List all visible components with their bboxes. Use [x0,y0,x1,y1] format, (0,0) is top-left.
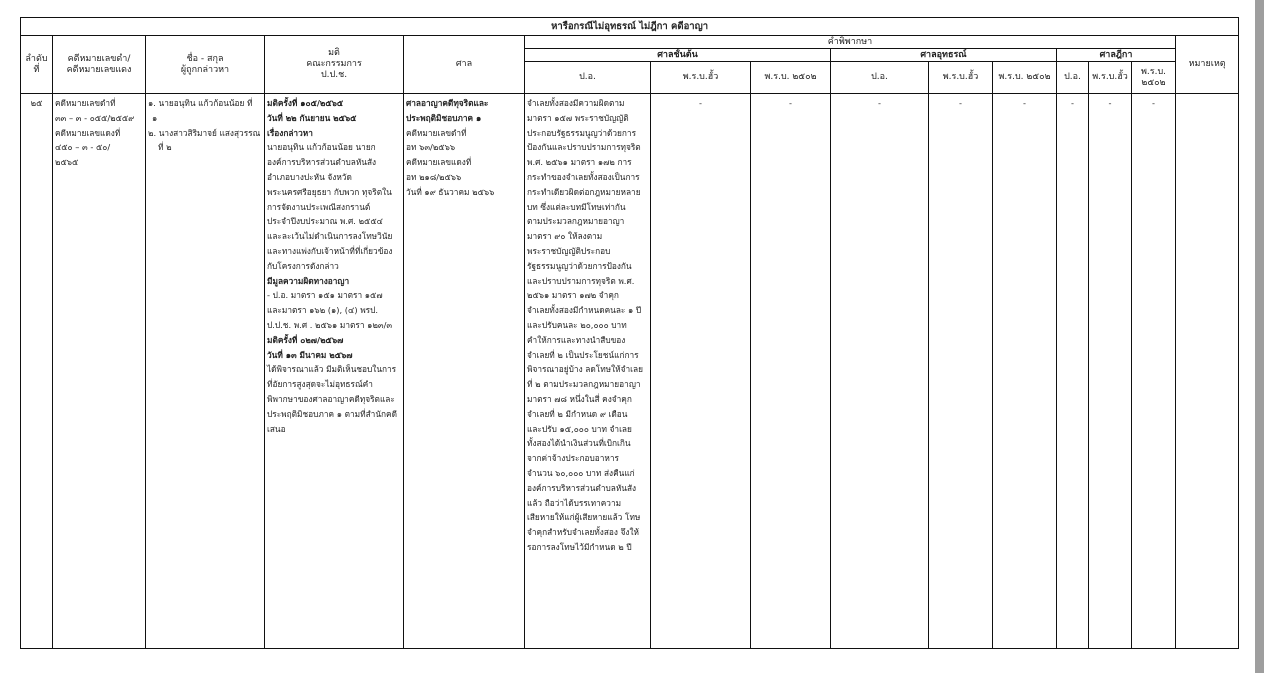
case-table [20,17,1239,649]
case-no-line: ๒๕๖๕ [55,157,79,168]
text-line: ประจำปีงบประมาณ พ.ศ. ๒๕๕๔ [267,216,383,227]
header-no-line: ลำดับ [25,53,48,64]
header-name-line: ผู้ถูกกล่าวหา [180,64,230,75]
header-supreme-act-line: พ.ร.บ. [1140,66,1167,77]
header-first-court: ศาลชั้นต้น [525,49,831,62]
text-line: เสนอ [267,423,286,434]
row-supreme-bribe [1089,94,1132,649]
text-line: มติครั้งที่ ๐๒๗/๒๕๖๗ [267,334,344,345]
text-line: ป.ป.ช. พ.ศ . ๒๕๖๑ มาตรา ๑๒๓/๓ [267,319,393,330]
text-line: ได้พิจารณาแล้ว มีมติเห็นชอบในการ [267,364,397,375]
row-case-no [53,94,146,649]
text-line: วันที่ ๑๙ ธันวาคม ๒๕๖๖ [406,186,495,197]
case-no-line: คดีหมายเลขแดงที่ [55,127,121,138]
text-line: ทั้งสองได้นำเงินส่วนที่เบิกเกิน [527,438,631,449]
header-supreme-po: ป.อ. [1057,62,1089,94]
text-line: รอการลงโทษไว้มีกำหนด ๒ ปี [527,541,632,552]
text-line: แล้ว ถือว่าได้บรรเทาความ [527,497,622,508]
text-line: กระทำของจำเลยทั้งสองเป็นการ [527,171,640,182]
text-line: และปรับ ๑๕,๐๐๐ บาท จำเลย [527,423,632,434]
header-appeal-act: พ.ร.บ. ๒๕๐๒ [993,62,1057,94]
header-no [21,36,53,94]
text-line: ที่ ๒ ตามประมวลกฎหมายอาญา [527,379,641,390]
text-line: อท ๒๑๘/๒๕๖๖ [406,171,462,182]
row-first-court-bribe [651,94,751,649]
row-court [404,94,525,649]
text-line: และมาตรา ๑๖๒ (๑), (๔) พรป. [267,305,379,316]
text-line: นายอนุทิน แก้วก้อนน้อย นายก [267,142,376,153]
text-line: มาตรา ๑๕๗ พระราชบัญญัติ [527,112,629,123]
text-line: บท ซึ่งแต่ละบทมีโทษเท่ากัน [527,201,626,212]
case-no-line: ๔๕๐ – ๓ - ๕๐/ [55,142,111,153]
row-appeal-act [993,94,1057,649]
text-line: จำเลยทั้งสองมีความผิดตาม [527,98,625,108]
name-line: ๑ [152,112,158,123]
text-line: และปราบปรามการทุจริต พ.ศ. [527,275,635,286]
text-line: พระราชบัญญัติประกอบ [527,245,611,256]
text-line: ๒๕๖๑ มาตรา ๑๗๒ จำคุก [527,290,619,301]
text-line: จำนวน ๖๐,๐๐๐ บาท ส่งคืนแก่ [527,467,635,478]
text-line: พิจารณาอยู่บ้าง ลดโทษให้จำเลย [527,364,643,375]
text-line: ศาลอาญาคดีทุจริตและ [406,98,489,108]
header-resolution [265,36,404,94]
header-first-po: ป.อ. [525,62,651,94]
text-line: กระทำเดียวผิดต่อกฎหมายหลาย [527,186,641,197]
text-line: เรื่องกล่าวหา [267,127,313,138]
text-line: การจัดงานประเพณีสงกรานต์ [267,201,371,212]
table-row [21,94,1239,649]
row-names [146,94,265,649]
name-line: ๑. นายอนุทิน แก้วก้อนน้อย ที่ [148,98,253,108]
row-supreme-act [1132,94,1176,649]
text-line: องค์การบริหารส่วนตำบลหันสัง [527,482,637,493]
header-case-no-line: คดีหมายเลขแดง [66,64,132,75]
text-line: จากค่าจ้างประกอบอาหาร [527,453,620,464]
text-line: พิพากษาของศาลอาญาคดีทุจริตและ [267,393,395,404]
header-supreme-bribe: พ.ร.บ.ฮั้ว [1089,62,1132,94]
window-edge-bar [1255,0,1264,673]
empty-dash: - [1152,98,1155,108]
header-appeal-po: ป.อ. [831,62,929,94]
empty-dash: - [789,98,792,108]
text-line: มาตรา ๗๘ หนึ่งในสี่ คงจำคุก [527,393,632,404]
text-line: และปรับคนละ ๒๐,๐๐๐ บาท [527,319,627,330]
text-line: วันที่ ๒๒ กันยายน ๒๕๖๕ [267,112,357,123]
text-line: และทางแพ่งกับเจ้าหน้าที่ที่เกี่ยวข้อง [267,245,393,256]
text-line: ตามประมวลกฎหมายอาญา [527,216,625,227]
text-line: ที่อัยการสูงสุดจะไม่อุทธรณ์คำ [267,379,373,390]
text-line: - ป.อ. มาตรา ๑๕๑ มาตรา ๑๕๗ [267,290,383,301]
row-appeal-bribe [929,94,993,649]
header-name [146,36,265,94]
header-resolution-line: มติ [328,48,340,58]
row-first-court-act [751,94,831,649]
table-title: หารือกรณีไม่อุทธรณ์ ไม่ฎีกา คดีอาญา [21,18,1239,36]
text-line: วันที่ ๑๓ มีนาคม ๒๕๖๗ [267,349,353,360]
empty-dash: - [1023,98,1026,108]
header-supreme-act [1132,62,1176,94]
header-first-act: พ.ร.บ. ๒๕๐๒ [751,62,831,94]
text-line: รัฐธรรมนูญว่าด้วยการป้องกัน [527,260,632,271]
row-first-court-po [525,94,651,649]
row-remarks [1176,94,1239,649]
header-court: ศาล [404,36,525,94]
case-no-line: ๓๓ – ๓ - ๐๕๕/๒๕๕๙ [55,112,135,123]
header-judgment: คำพิพากษา [525,36,1176,49]
name-line: ๒. นางสาวสิริมาจย์ แสงสุวรรณ [148,127,261,138]
text-line: มีมูลความผิดทางอาญา [267,275,350,286]
header-appeal-bribe: พ.ร.บ.ฮั้ว [929,62,993,94]
text-line: องค์การบริหารส่วนตำบลหันสัง [267,157,377,168]
text-line: กับโครงการดังกล่าว [267,260,339,271]
empty-dash: - [959,98,962,108]
text-line: อท ๖๓/๒๕๖๖ [406,142,456,153]
header-remarks: หมายเหตุ [1176,36,1239,94]
empty-dash: - [878,98,881,108]
header-name-line: ชื่อ - สกุล [186,53,224,64]
text-line: จำเลยที่ ๒ มีกำหนด ๙ เดือน [527,408,628,419]
header-supreme-act-line: ๒๕๐๒ [1141,77,1166,88]
empty-dash: - [1108,98,1112,108]
header-resolution-line: ป.ป.ช. [320,70,348,80]
text-line: และละเว้นไม่ดำเนินการลงโทษวินัย [267,231,393,242]
text-line: คดีหมายเลขแดงที่ [406,157,472,168]
row-supreme-po [1057,94,1089,649]
text-line: ประพฤติมิชอบภาค ๑ ตามที่สำนักคดี [267,408,397,419]
header-case-no [53,36,146,94]
text-line: มติครั้งที่ ๑๐๕/๒๕๖๕ [267,98,344,108]
text-line: ประกอบรัฐธรรมนูญว่าด้วยการ [527,127,637,138]
empty-dash: - [699,98,702,108]
header-supreme-court: ศาลฎีกา [1057,49,1176,62]
header-first-bribe: พ.ร.บ.ฮั้ว [651,62,751,94]
header-case-no-line: คดีหมายเลขดำ/ [67,53,131,64]
name-line: ที่ ๒ [158,142,172,153]
row-no: ๒๕ [21,94,53,649]
header-appeal-court: ศาลอุทธรณ์ [831,49,1057,62]
text-line: จำเลยที่ ๒ เป็นประโยชน์แก่การ [527,349,639,360]
header-resolution-line: คณะกรรมการ [306,59,362,69]
text-line: ประพฤติมิชอบภาค ๑ [406,112,482,123]
text-line: จำคุกสำหรับจำเลยทั้งสอง จึงให้ [527,527,639,538]
text-line: ป้องกันและปราบปรามการทุจริต [527,142,641,153]
text-line: พระนครศรีอยุธยา กับพวก ทุจริตใน [267,186,392,197]
text-line: พ.ศ. ๒๕๖๑ มาตรา ๑๗๒ การ [527,157,632,168]
text-line: คำให้การและทางนำสืบของ [527,334,626,345]
text-line: คดีหมายเลขดำที่ [406,127,467,138]
text-line: เสียหายให้แก่ผู้เสียหายแล้ว โทษ [527,512,641,523]
text-line: มาตรา ๙๐ ให้ลงตาม [527,231,603,242]
case-no-line: คดีหมายเลขดำที่ [55,98,116,108]
empty-dash: - [1071,98,1074,108]
row-appeal-po [831,94,929,649]
row-resolution [265,94,404,649]
text-line: จำเลยทั้งสองมีกำหนดคนละ ๑ ปี [527,305,642,316]
header-no-line: ที่ [33,64,40,75]
text-line: อำเภอบางปะหัน จังหวัด [267,171,352,182]
